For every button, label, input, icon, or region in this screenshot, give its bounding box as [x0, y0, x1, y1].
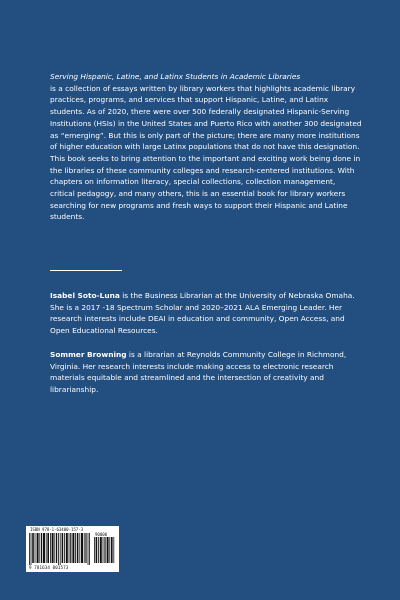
section-divider	[50, 270, 122, 271]
author-bio-text: is a librarian at Reynolds Community College in Richmond, Virginia. Her research interests include making access to electronic research materials equitable and streamlined and the intersection of creativity and librarianship.	[50, 350, 347, 395]
book-title: Serving Hispanic, Latine, and Latinx Students in Academic Libraries	[50, 72, 301, 81]
ean-digits: 9 781634 001573	[29, 565, 69, 570]
author-name: Sommer Browning	[50, 350, 127, 359]
author-bio-soto-luna	[50, 290, 362, 337]
book-description	[50, 71, 362, 223]
author-bio-browning	[50, 349, 362, 396]
price-code: 90000	[95, 532, 108, 537]
isbn-barcode	[26, 526, 119, 572]
author-bio-text: is the Business Librarian at the University of Nebraska Omaha. She is a 2017 -18 Spectrum Scholar and 2020–2021 ALA Emerging Leader. Her research interests include DEAI in education and community, Open Access, and Open Educational Resources.	[50, 291, 355, 336]
ean-bars	[29, 533, 91, 565]
isbn-label: ISBN 978-1-63400-157-3	[30, 527, 83, 532]
book-description-text: is a collection of essays written by library workers that highlights academic library practices, programs, and services that support Hispanic, Latine, and Latinx students. As of 2020, there were over 500 federally designated Hispanic-Serving Institutions (HSIs) in the United States and Puerto Rico with another 300 designated as “emerging”. But this is only part of the picture; there are many more institutions of higher education with large Latinx populations that do not have this designation. This book seeks to bring attention to the important and exciting work being done in the libraries of these community colleges and research-centered institutions. With chapters on information literacy, special collections, collection management, critical pedagogy, and many others, this is an essential book for library workers searching for new programs and fresh ways to support their Hispanic and Latine students.	[50, 83, 362, 222]
price-bars	[94, 537, 115, 563]
author-name: Isabel Soto-Luna	[50, 291, 120, 300]
